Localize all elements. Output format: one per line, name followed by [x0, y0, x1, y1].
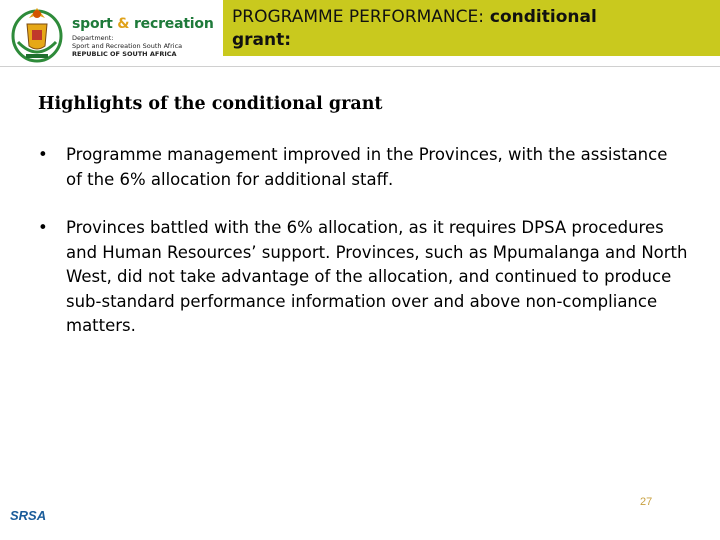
slide-title: PROGRAMME PERFORMANCE: conditional grant:: [232, 7, 597, 50]
coat-of-arms-icon: [8, 2, 66, 64]
title-banner: [223, 0, 720, 56]
bullet-icon: •: [38, 145, 48, 164]
bullet-list: [38, 143, 688, 363]
logo-text: [72, 16, 214, 58]
section-heading: Highlights of the conditional grant: [38, 94, 383, 114]
bullet-text: Provinces battled with the 6% allocation, as it requires DPSA procedures and Human Resources’ support. Provinces, such as Mpumalanga and North West, did not take advantage of the allocation, and continued to produce sub-standard performance information over and above non-compliance matters.: [66, 218, 688, 335]
department-label: Department: Sport and Recreation South Africa: [72, 34, 183, 50]
list-item: [38, 143, 688, 192]
brand-name: sport & recreation: [72, 16, 214, 32]
footer-logo: SRSA: [10, 508, 47, 523]
republic-label: REPUBLIC OF SOUTH AFRICA: [72, 50, 177, 58]
bullet-text: Programme management improved in the Provinces, with the assistance of the 6% allocation for additional staff.: [66, 145, 668, 189]
list-item: [38, 216, 688, 339]
slide-header: [0, 0, 720, 66]
department-logo: [4, 2, 222, 64]
page-number: 27: [640, 496, 653, 508]
header-divider: [0, 66, 720, 67]
bullet-icon: •: [38, 218, 48, 237]
